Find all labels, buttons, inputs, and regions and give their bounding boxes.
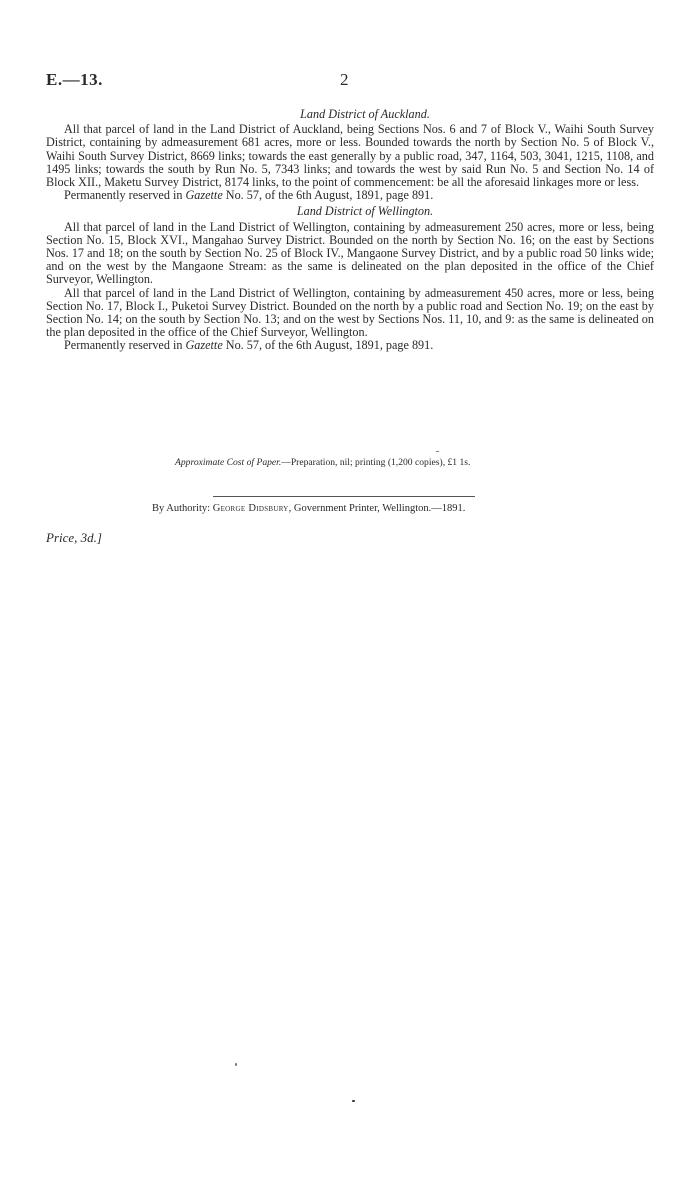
wellington-land-description-2 (46, 287, 654, 340)
text-segment: Permanently reserved in (64, 188, 186, 203)
section-heading-wellington: Land District of Wellington. (296, 204, 434, 219)
gazette-title: Gazette (185, 338, 223, 353)
scan-speck (436, 451, 439, 452)
wellington-gazette-reference (46, 339, 654, 352)
printer-name: George Didsbury (212, 503, 289, 514)
cost-label: Approximate Cost of Paper. (175, 457, 282, 468)
divider-rule (213, 496, 475, 497)
text-segment: All that parcel of land in the Land District of Wellington, containing by admeasurement 450 acres, more or less, being Section No. 17, Block I., Puketoi Survey District. Bounded on the north by a public road and Section No. 19; on the east by Section No. 14; on the south by Section No. 13; and on the west by Sections Nos. 11, 10, and 9: as the same is delineated on the plan deposited in the office of the Chief Surveyor, Wellington. (46, 285, 654, 340)
scan-speck (352, 1100, 355, 1102)
text-segment: All that parcel of land in the Land District of Auckland, being Sections Nos. 6 and 7 of Block V., Waihi South Survey District, containing by admeasurement 681 acres, more or less. Bounded towards the north by Section No. 5 of Block V., Waihi South Survey District, 8669 links; towards the east generally by a public road, 347, 1164, 503, 3041, 1215, 1108, and 1495 links; towards the south by Run No. 5, 7343 links; and towards the west by said Run No. 5 and Section No. 14 of Block XII., Maketu Survey District, 8174 links, to the point of commencement: be all the aforesaid linkages more or less. (46, 122, 654, 190)
page-number: 2 (340, 70, 349, 89)
price-label: Price, 3d.] (46, 530, 102, 545)
printer-authority-line (152, 503, 465, 514)
text-segment: Permanently reserved in (64, 338, 186, 353)
scan-speck (235, 1063, 237, 1066)
authority-suffix: , Government Printer, Wellington.—1891. (288, 503, 466, 514)
text-segment: All that parcel of land in the Land District of Wellington, containing by admeasurement 250 acres, more or less, being Section No. 15, Block XVI., Mangahao Survey District. Bounded on the north by Section No. 16; on the east by Sections Nos. 17 and 18; on the south by Section No. 25 of Block IV., Mangaone Survey District, and by a public road 50 links wide; and on the west by the Mangaone Stream: as the same is delineated on the plan deposited in the office of the Chief Surveyor, Wellington. (46, 219, 654, 287)
text-segment: No. 57, of the 6th August, 1891, page 891. (222, 188, 434, 203)
authority-prefix: By Authority: (152, 503, 213, 514)
cost-text: —Preparation, nil; printing (1,200 copies), £1 1s. (281, 457, 471, 468)
gazette-title: Gazette (185, 188, 223, 203)
document-reference: E.—13. (46, 70, 103, 89)
auckland-land-description (46, 123, 654, 189)
cost-of-paper-note (175, 457, 470, 468)
text-segment: No. 57, of the 6th August, 1891, page 891. (222, 338, 434, 353)
auckland-gazette-reference (46, 189, 654, 202)
document-body (46, 108, 654, 353)
section-heading-auckland: Land District of Auckland. (300, 107, 430, 121)
wellington-land-description-1 (46, 221, 654, 287)
